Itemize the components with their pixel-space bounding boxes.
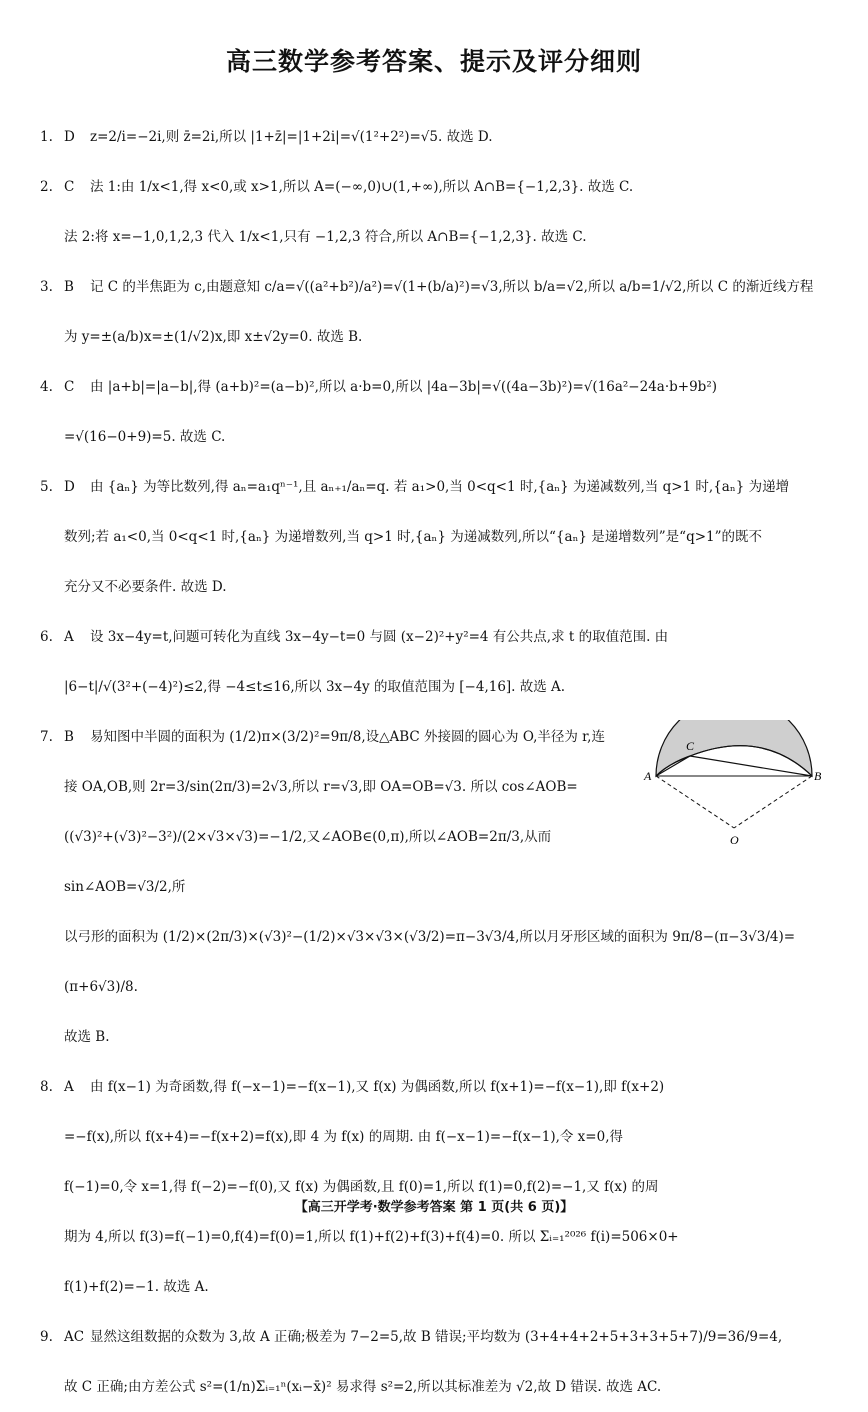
question-9 (40, 1312, 830, 1412)
question-8 (40, 1062, 830, 1312)
segment-ob (734, 776, 812, 828)
question-answer: B (64, 279, 74, 295)
solution-line: 法 1:由 1/x<1,得 x<0,或 x>1,所以 A=(−∞,0)∪(1,+∞),所以 A∩B={−1,2,3}. 故选 C. (90, 179, 634, 195)
solution-line: 设 3x−4y=t,问题可转化为直线 3x−4y−t=0 与圆 (x−2)²+y²=4 有公共点,求 t 的取值范围. 由 (90, 629, 669, 645)
solution-line: 由 f(x−1) 为奇函数,得 f(−x−1)=−f(x−1),又 f(x) 为偶函数,所以 f(x+1)=−f(x−1),即 f(x+2) (90, 1079, 665, 1095)
solution-line: 为 y=±(a/b)x=±(1/√2)x,即 x±√2y=0. 故选 B. (64, 329, 363, 345)
solution-line: 接 OA,OB,则 2r=3/sin(2π/3)=2√3,所以 r=√3,即 OA=OB=√3. 所以 cos∠AOB= (64, 779, 578, 795)
solution-line: 以弓形的面积为 (1/2)×(2π/3)×(√3)²−(1/2)×√3×√3×(√3/2)=π−3√3/4,所以月牙形区域的面积为 9π/8−(π−3√3/4)=(π+6√3)/8. (64, 929, 796, 995)
question-1 (40, 112, 830, 162)
question-4 (40, 362, 830, 462)
solution-line: 数列;若 a₁<0,当 0<q<1 时,{aₙ} 为递增数列,当 q>1 时,{aₙ} 为递减数列,所以“{aₙ} 是递增数列”是“q>1”的既不 (64, 529, 763, 545)
question-number: 6. (40, 629, 53, 645)
solution-line: f(−1)=0,令 x=1,得 f(−2)=−f(0),又 f(x) 为偶函数,且 f(0)=1,所以 f(1)=0,f(2)=−1,又 f(x) 的周 (64, 1179, 659, 1195)
question-6 (40, 612, 830, 712)
question-answer: AC (64, 1329, 85, 1345)
point-b-label: B (814, 769, 822, 783)
question-number: 1. (40, 129, 53, 145)
solution-line: ((√3)²+(√3)²−3²)/(2×√3×√3)=−1/2,又∠AOB∈(0,π),所以∠AOB=2π/3,从而 sin∠AOB=√3/2,所 (64, 829, 552, 895)
crescent-figure (642, 720, 826, 860)
question-number: 3. (40, 279, 53, 295)
solution-line: =−f(x),所以 f(x+4)=−f(x+2)=f(x),即 4 为 f(x) 的周期. 由 f(−x−1)=−f(x−1),令 x=0,得 (64, 1129, 623, 1145)
question-answer: D (64, 479, 75, 495)
solution-line: 故选 B. (64, 1029, 110, 1045)
question-answer: C (64, 379, 75, 395)
question-2 (40, 162, 830, 262)
point-o-label: O (730, 833, 739, 847)
point-a-label: A (644, 769, 652, 783)
solution-line: |6−t|/√(3²+(−4)²)≤2,得 −4≤t≤16,所以 3x−4y 的取值范围为 [−4,16]. 故选 A. (64, 679, 566, 695)
solution-line: 故 C 正确;由方差公式 s²=(1/n)Σᵢ₌₁ⁿ(xᵢ−x̄)² 易求得 s²=2,所以其标准差为 √2,故 D 错误. 故选 AC. (64, 1379, 662, 1395)
solution-line: =√(16−0+9)=5. 故选 C. (64, 429, 226, 445)
answer-list (40, 112, 830, 1412)
solution-line: 由 |a+b|=|a−b|,得 (a+b)²=(a−b)²,所以 a·b=0,所以 |4a−3b|=√((4a−3b)²)=√(16a²−24a·b+9b²) (90, 379, 717, 395)
question-number: 7. (40, 729, 53, 745)
solution-line: 由 {aₙ} 为等比数列,得 aₙ=a₁qⁿ⁻¹,且 aₙ₊₁/aₙ=q. 若 a₁>0,当 0<q<1 时,{aₙ} 为递减数列,当 q>1 时,{aₙ} 为递增 (90, 479, 790, 495)
solution-line: 期为 4,所以 f(3)=f(−1)=0,f(4)=f(0)=1,所以 f(1)+f(2)+f(3)+f(4)=0. 所以 Σᵢ₌₁²⁰²⁶ f(i)=506×0+ (64, 1229, 679, 1245)
solution-line: 记 C 的半焦距为 c,由题意知 c/a=√((a²+b²)/a²)=√(1+(b/a)²)=√3,所以 b/a=√2,所以 a/b=1/√2,所以 C 的渐近线方程 (90, 279, 814, 295)
question-7 (40, 712, 830, 1062)
solution-line: 显然这组数据的众数为 3,故 A 正确;极差为 7−2=5,故 B 错误;平均数为 (3+4+4+2+5+3+3+5+7)/9=36/9=4, (90, 1329, 783, 1345)
page-title: 高三数学参考答案、提示及评分细则 (225, 47, 642, 76)
question-5 (40, 462, 830, 612)
question-number: 9. (40, 1329, 53, 1345)
question-answer: A (64, 1079, 74, 1095)
solution-line: 充分又不必要条件. 故选 D. (64, 579, 227, 595)
crescent-shaded-region (656, 720, 812, 776)
question-number: 5. (40, 479, 53, 495)
question-number: 8. (40, 1079, 53, 1095)
segment-oa (656, 776, 734, 828)
question-number: 4. (40, 379, 53, 395)
point-c-label: C (686, 739, 695, 753)
solution-line: 法 2:将 x=−1,0,1,2,3 代入 1/x<1,只有 −1,2,3 符合,所以 A∩B={−1,2,3}. 故选 C. (64, 229, 587, 245)
solution-line: f(1)+f(2)=−1. 故选 A. (64, 1279, 209, 1295)
page-footer: 【高三开学考·数学参考答案 第 1 页(共 6 页)】 (294, 1200, 574, 1215)
question-number: 2. (40, 179, 53, 195)
question-answer: B (64, 729, 74, 745)
question-answer: D (64, 129, 75, 145)
question-answer: A (64, 629, 74, 645)
solution-line: 易知图中半圆的面积为 (1/2)π×(3/2)²=9π/8,设△ABC 外接圆的圆心为 O,半径为 r,连 (90, 729, 605, 745)
solution-line: z=2/i=−2i,则 z̄=2i,所以 |1+z̄|=|1+2i|=√(1²+2²)=√5. 故选 D. (90, 129, 493, 145)
question-answer: C (64, 179, 75, 195)
question-3 (40, 262, 830, 362)
